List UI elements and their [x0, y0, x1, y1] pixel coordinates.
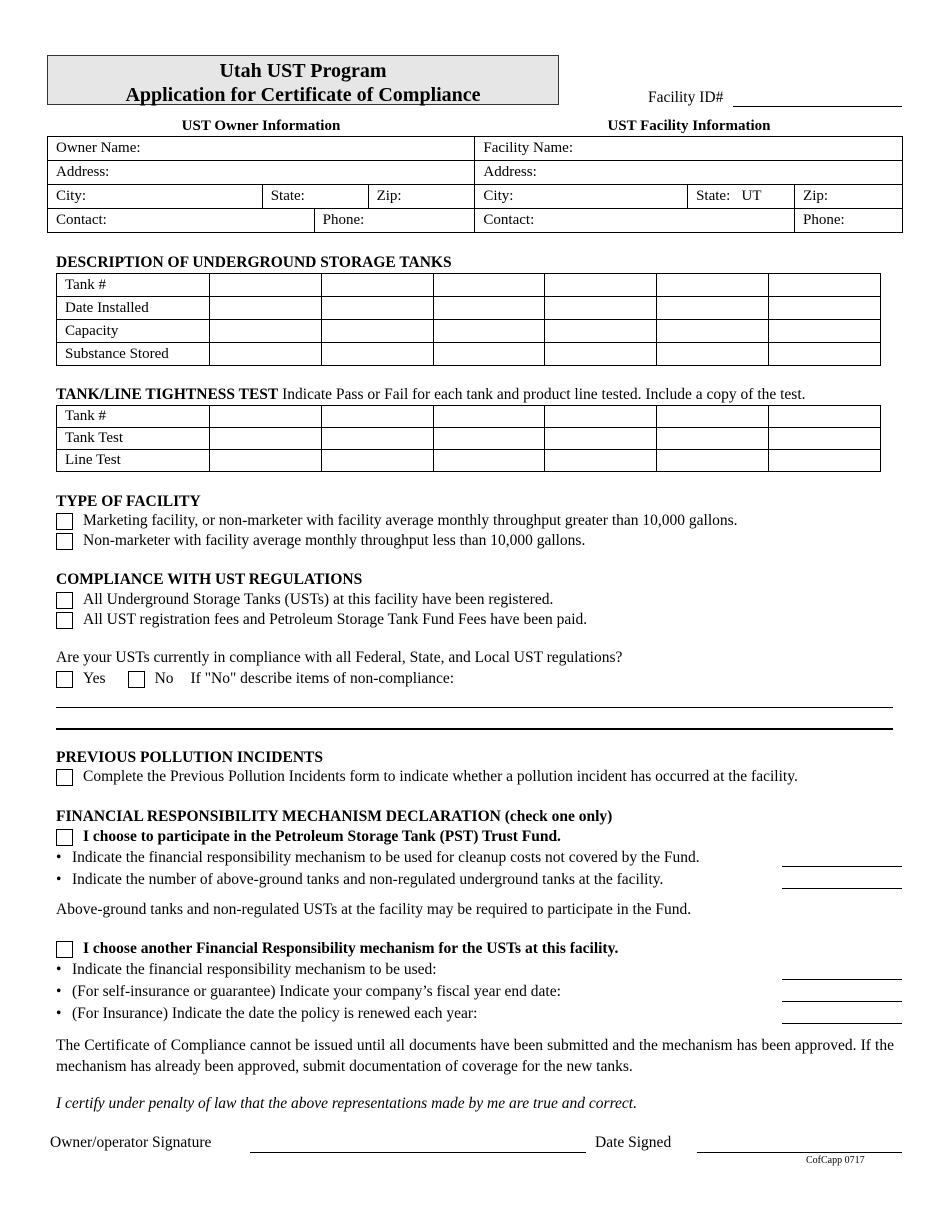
- pst-fund-checkbox[interactable]: [56, 829, 73, 846]
- row-label: Tank Test: [57, 428, 210, 450]
- compliance-item-2: All UST registration fees and Petroleum Storage Tank Fund Fees have been paid.: [56, 610, 587, 630]
- yes-label: Yes: [83, 670, 106, 687]
- policy-renewal-field[interactable]: [782, 1023, 902, 1024]
- facility-state-field[interactable]: State: UT: [688, 185, 795, 209]
- table-cell[interactable]: [321, 450, 433, 472]
- facility-contact-field[interactable]: Contact:: [475, 209, 795, 233]
- owner-name-field[interactable]: Owner Name:: [48, 137, 475, 161]
- financial-heading: FINANCIAL RESPONSIBILITY MECHANISM DECLARATION (check one only): [56, 808, 613, 825]
- table-cell[interactable]: [657, 297, 769, 320]
- tightness-heading-line: [56, 386, 806, 404]
- table-cell[interactable]: [769, 343, 881, 366]
- compliance-answer-row: [56, 669, 454, 689]
- tightness-table: [56, 405, 881, 472]
- other-mechanism-checkbox[interactable]: [56, 941, 73, 958]
- table-cell[interactable]: [433, 428, 545, 450]
- table-cell[interactable]: [209, 320, 321, 343]
- table-cell[interactable]: [321, 297, 433, 320]
- noncompliance-line-2[interactable]: [56, 728, 893, 730]
- pollution-heading: PREVIOUS POLLUTION INCIDENTS: [56, 749, 323, 766]
- table-cell[interactable]: [209, 274, 321, 297]
- facility-id-field[interactable]: [733, 106, 902, 107]
- facility-address-field[interactable]: Address:: [475, 161, 903, 185]
- owner-contact-field[interactable]: Contact:: [48, 209, 315, 233]
- table-cell[interactable]: [769, 406, 881, 428]
- table-cell[interactable]: [433, 297, 545, 320]
- owner-city-field[interactable]: City:: [48, 185, 263, 209]
- financial-option-1: I choose to participate in the Petroleum Storage Tank (PST) Trust Fund.: [56, 827, 561, 847]
- table-cell[interactable]: [769, 450, 881, 472]
- non-marketer-checkbox[interactable]: [56, 533, 73, 550]
- certify-statement: I certify under penalty of law that the above representations made by me are true and correct.: [56, 1095, 637, 1112]
- table-cell[interactable]: [433, 274, 545, 297]
- no-checkbox[interactable]: [128, 671, 145, 688]
- table-row: [57, 274, 881, 297]
- tightness-instructions: Indicate Pass or Fail for each tank and product line tested. Include a copy of the test.: [278, 386, 806, 403]
- no-instructions: If "No" describe items of non-compliance:: [190, 670, 455, 687]
- owner-zip-field[interactable]: Zip:: [368, 185, 475, 209]
- owner-facility-table: [47, 136, 903, 233]
- form-title: [47, 55, 559, 105]
- table-cell[interactable]: [209, 406, 321, 428]
- mechanism-field[interactable]: [782, 979, 902, 980]
- table-cell[interactable]: [209, 343, 321, 366]
- table-cell[interactable]: [545, 428, 657, 450]
- owner-state-field[interactable]: State:: [262, 185, 368, 209]
- table-cell[interactable]: [769, 428, 881, 450]
- financial-option-2: I choose another Financial Responsibility mechanism for the USTs at this facility.: [56, 939, 618, 959]
- table-cell[interactable]: [657, 450, 769, 472]
- cleanup-mechanism-field[interactable]: [782, 866, 902, 867]
- table-cell[interactable]: [657, 274, 769, 297]
- signature-field[interactable]: [250, 1152, 586, 1153]
- yes-checkbox[interactable]: [56, 671, 73, 688]
- table-cell[interactable]: [433, 343, 545, 366]
- signature-label: Owner/operator Signature: [50, 1134, 212, 1151]
- facility-id-label: Facility ID#: [648, 89, 724, 106]
- owner-address-field[interactable]: Address:: [48, 161, 475, 185]
- date-signed-label: Date Signed: [595, 1134, 672, 1151]
- row-label: Date Installed: [57, 297, 210, 320]
- row-label: Line Test: [57, 450, 210, 472]
- table-cell[interactable]: [209, 428, 321, 450]
- financial-paragraph: The Certificate of Compliance cannot be issued until all documents have been submitted and the mechanism has been approved. If the mechanism has already been approved, submit documentation of coverage for the new tanks.: [56, 1037, 894, 1075]
- row-label: Tank #: [57, 406, 210, 428]
- table-cell[interactable]: [657, 406, 769, 428]
- table-cell[interactable]: [769, 297, 881, 320]
- facility-zip-field[interactable]: Zip:: [795, 185, 903, 209]
- fees-paid-checkbox[interactable]: [56, 612, 73, 629]
- table-cell[interactable]: [433, 320, 545, 343]
- pollution-checkbox[interactable]: [56, 769, 73, 786]
- financial-bullet-2: • Indicate the number of above-ground tanks and non-regulated underground tanks at the facility.: [56, 871, 664, 888]
- table-cell[interactable]: [545, 450, 657, 472]
- table-cell[interactable]: [657, 320, 769, 343]
- facility-state-value: UT: [741, 188, 762, 204]
- compliance-item-1: All Underground Storage Tanks (USTs) at this facility have been registered.: [56, 590, 553, 610]
- facility-phone-field[interactable]: Phone:: [795, 209, 903, 233]
- table-cell[interactable]: [433, 406, 545, 428]
- pollution-item: Complete the Previous Pollution Incidents form to indicate whether a pollution incident has occurred at the facility.: [56, 767, 798, 787]
- table-cell[interactable]: [769, 320, 881, 343]
- table-cell[interactable]: [321, 274, 433, 297]
- table-cell[interactable]: [657, 428, 769, 450]
- facility-type-heading: TYPE OF FACILITY: [56, 493, 201, 510]
- table-cell[interactable]: [321, 320, 433, 343]
- table-cell[interactable]: [769, 274, 881, 297]
- facility-info-heading: UST Facility Information: [607, 118, 771, 134]
- facility-name-field[interactable]: Facility Name:: [475, 137, 903, 161]
- facility-type-option-2: Non-marketer with facility average monthly throughput less than 10,000 gallons.: [56, 531, 585, 551]
- table-cell[interactable]: [321, 406, 433, 428]
- title-line-2: Application for Certificate of Compliance: [125, 84, 481, 106]
- table-cell[interactable]: [209, 297, 321, 320]
- facility-city-field[interactable]: City:: [475, 185, 688, 209]
- title-line-1: Utah UST Program: [219, 60, 387, 82]
- tightness-heading: TANK/LINE TIGHTNESS TEST: [56, 386, 279, 403]
- table-cell[interactable]: [209, 450, 321, 472]
- table-cell[interactable]: [657, 343, 769, 366]
- table-cell[interactable]: [545, 406, 657, 428]
- financial-bullet-5: • (For Insurance) Indicate the date the policy is renewed each year:: [56, 1005, 478, 1022]
- table-cell[interactable]: [545, 297, 657, 320]
- compliance-heading: COMPLIANCE WITH UST REGULATIONS: [56, 571, 363, 588]
- table-row: [57, 450, 881, 472]
- table-cell[interactable]: [545, 320, 657, 343]
- owner-phone-field[interactable]: Phone:: [314, 209, 475, 233]
- tank-count-field[interactable]: [782, 888, 902, 889]
- date-signed-field[interactable]: [697, 1152, 902, 1153]
- table-cell[interactable]: [321, 428, 433, 450]
- table-cell[interactable]: [321, 343, 433, 366]
- fiscal-year-field[interactable]: [782, 1001, 902, 1002]
- table-row: [57, 343, 881, 366]
- financial-bullet-4: • (For self-insurance or guarantee) Indicate your company’s fiscal year end date:: [56, 983, 561, 1000]
- financial-bullet-1: • Indicate the financial responsibility mechanism to be used for cleanup costs not covered by the Fund.: [56, 849, 700, 866]
- row-label: Substance Stored: [57, 343, 210, 366]
- tanks-table: [56, 273, 881, 366]
- table-cell[interactable]: [433, 450, 545, 472]
- facility-type-option-1: Marketing facility, or non-marketer with facility average monthly throughput greater than 10,000 gallons.: [56, 511, 738, 531]
- form-code: CofCapp 0717: [806, 1155, 865, 1166]
- tanks-heading: DESCRIPTION OF UNDERGROUND STORAGE TANKS: [56, 254, 452, 271]
- noncompliance-line-1[interactable]: [56, 707, 893, 708]
- table-row: [57, 320, 881, 343]
- row-label: Capacity: [57, 320, 210, 343]
- table-cell[interactable]: [545, 274, 657, 297]
- owner-info-heading: UST Owner Information: [181, 118, 341, 134]
- table-row: [57, 297, 881, 320]
- compliance-question: Are your USTs currently in compliance with all Federal, State, and Local UST regulations?: [56, 649, 623, 666]
- no-label: No: [154, 670, 174, 687]
- table-row: [57, 428, 881, 450]
- marketing-facility-checkbox[interactable]: [56, 513, 73, 530]
- financial-note: Above-ground tanks and non-regulated USTs at the facility may be required to participate in the Fund.: [56, 901, 692, 918]
- table-row: [57, 406, 881, 428]
- table-cell[interactable]: [545, 343, 657, 366]
- registered-checkbox[interactable]: [56, 592, 73, 609]
- row-label: Tank #: [57, 274, 210, 297]
- financial-bullet-3: • Indicate the financial responsibility mechanism to be used:: [56, 961, 437, 978]
